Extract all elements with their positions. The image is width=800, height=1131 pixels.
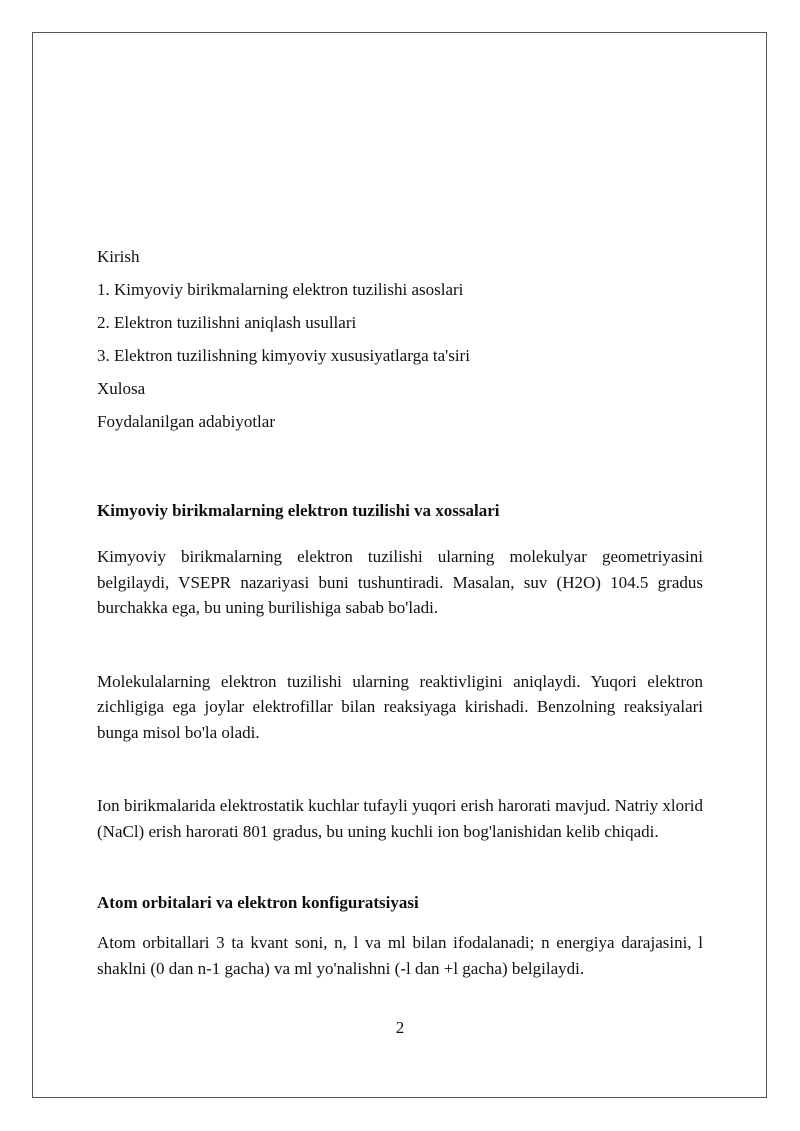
paragraph: Molekulalarning elektron tuzilishi ularning reaktivligini aniqlaydi. Yuqori elektron zichligiga ega joylar elektrofillar bilan reaksiyaga kirishadi. Benzolning reaksiyalari bunga misol bo'la oladi. bbox=[97, 671, 703, 742]
paragraph: Atom orbitallari 3 ta kvant soni, n, l va ml bilan ifodalanadi; n energiya darajasini, l shaklni (0 dan n-1 gacha) va ml yo'nalishni (-l dan +l gacha) belgilaydi. bbox=[97, 933, 703, 978]
section-heading: Kimyoviy birikmalarning elektron tuzilishi va xossalari bbox=[97, 501, 500, 520]
toc-item-chapter-2: 2. Elektron tuzilishni aniqlash usullari bbox=[97, 313, 357, 332]
paragraph: Ion birikmalarida elektrostatik kuchlar tufayli yuqori erish harorati mavjud. Natriy xlorid (NaCl) erish harorati 801 gradus, bu uning kuchli ion bog'lanishidan kelib chiqadi. bbox=[97, 796, 703, 841]
paragraph: Kimyoviy birikmalarning elektron tuzilishi ularning molekulyar geometriyasini belgilaydi, VSEPR nazariyasi buni tushuntiradi. Masalan, suv (H2O) 104.5 gradus burchakka ega, bu uning burilishiga sabab bo'ladi. bbox=[97, 547, 703, 617]
toc-item-references: Foydalanilgan adabiyotlar bbox=[97, 412, 275, 431]
page-number: 2 bbox=[395, 1018, 405, 1037]
toc-item-chapter-3: 3. Elektron tuzilishning kimyoviy xususiyatlarga ta'siri bbox=[97, 346, 470, 365]
toc-item-chapter-1: 1. Kimyoviy birikmalarning elektron tuzilishi asoslari bbox=[97, 280, 464, 299]
section-heading: Atom orbitalari va elektron konfiguratsiyasi bbox=[97, 893, 419, 912]
toc-item-intro: Kirish bbox=[97, 247, 140, 266]
table-of-contents bbox=[97, 240, 703, 438]
toc-item-conclusion: Xulosa bbox=[97, 379, 146, 398]
page-content bbox=[97, 240, 703, 981]
